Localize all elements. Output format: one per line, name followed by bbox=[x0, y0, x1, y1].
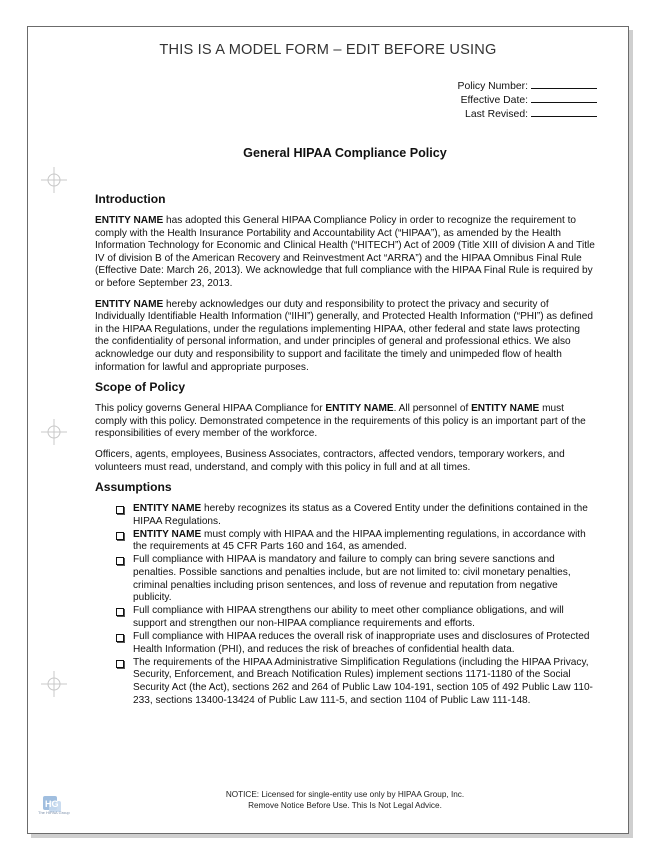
last-revised-label: Last Revised: bbox=[465, 109, 528, 120]
introduction-paragraph-2: ENTITY NAME hereby acknowledges our duty and responsibility to protect the privacy and security of Individually Identifiable Health Information (“IIHI”) generally, and Protected Health Information (“PHI”) as defined in the HIPAA Regulations, under the regulations implementing HIPAA, other federal and state laws protecting the confidentiality of personal information, and under principles of general and professional ethics. We also acknowledge our duty and responsibility to support and facilitate the timely and unimpeded flow of health information for lawful and appropriate purposes. bbox=[95, 298, 594, 373]
last-revised-field[interactable] bbox=[531, 107, 597, 117]
entity-name: ENTITY NAME bbox=[95, 298, 164, 310]
entity-name: ENTITY NAME bbox=[325, 403, 394, 415]
notice-line-2: Remove Notice Before Use. This Is Not Legal Advice. bbox=[248, 800, 442, 810]
policy-title: General HIPAA Compliance Policy bbox=[243, 146, 447, 160]
list-item: Full compliance with HIPAA is mandatory and failure to comply can bring severe sanctions and penalties. Possible sanctions and penalties include, but are not limited to: civil monetary penalties, criminal penalties including prison sentences, and loss of revenue and reputation from negative publicity. bbox=[95, 554, 595, 604]
registration-mark-icon bbox=[40, 166, 68, 194]
last-revised-row bbox=[458, 107, 597, 121]
effective-date-field[interactable] bbox=[531, 93, 597, 103]
scope-paragraph-2: Officers, agents, employees, Business Associates, contractors, affected vendors, temporary workers, and volunteers must read, understand, and comply with this policy in full and at all times. bbox=[95, 448, 565, 473]
introduction-heading: Introduction bbox=[95, 192, 166, 206]
list-item: Full compliance with HIPAA reduces the overall risk of inappropriate uses and disclosures of Protected Health Information (PHI), and reduces the risk of breaches of confidential health data. bbox=[95, 631, 595, 656]
policy-body bbox=[95, 191, 595, 708]
policy-meta bbox=[458, 79, 597, 121]
scope-paragraph-1: This policy governs General HIPAA Compliance for ENTITY NAME. All personnel of ENTITY NAME must comply with this policy. Demonstrated competence in the requirements of this policy is an important part of the responsibilities of every member of the workforce. bbox=[95, 403, 586, 440]
registration-mark-icon bbox=[40, 418, 68, 446]
scope-heading: Scope of Policy bbox=[95, 380, 186, 395]
effective-date-row bbox=[458, 93, 597, 107]
checkbox-bullet-icon bbox=[116, 557, 124, 565]
checkbox-bullet-icon bbox=[116, 506, 124, 514]
checkbox-bullet-icon bbox=[116, 634, 124, 642]
notice-line-1: NOTICE: Licensed for single-entity use only by HIPAA Group, Inc. bbox=[225, 790, 465, 799]
checkbox-bullet-icon bbox=[116, 660, 124, 668]
checkbox-bullet-icon bbox=[116, 608, 124, 616]
assumptions-list bbox=[95, 503, 595, 707]
page-frame bbox=[27, 26, 629, 834]
entity-name: ENTITY NAME bbox=[95, 215, 164, 226]
policy-number-field[interactable] bbox=[531, 79, 597, 89]
registration-mark-icon bbox=[40, 670, 68, 698]
list-item: ENTITY NAME hereby recognizes its status as a Covered Entity under the definitions contained in the HIPAA Regulations. bbox=[95, 503, 595, 528]
policy-number-row bbox=[458, 79, 597, 93]
model-form-banner: THIS IS A MODEL FORM – EDIT BEFORE USING bbox=[159, 42, 497, 58]
list-item: The requirements of the HIPAA Administrative Simplification Regulations (including the HIPAA Privacy, Security, Enforcement, and Breach Notification Rules) implement sections 1171-1180 of the Social Security Act (the Act), sections 262 and 264 of Public Law 104-191, section 105 of 492 Public Law 110-233, sections 13400-13424 of Public Law 111-5, and section 1104 of Public Law 111-148. bbox=[95, 657, 595, 707]
svg-text:HG: HG bbox=[45, 799, 59, 809]
logo-caption: The HIPAA Group bbox=[38, 810, 70, 815]
assumptions-heading: Assumptions bbox=[95, 480, 172, 495]
introduction-paragraph-1: ENTITY NAME has adopted this General HIPAA Compliance Policy in order to recognize the requirement to comply with the Health Insurance Portability and Accountability Act (“HIPAA”), as amended by the Health Information Technology for Economic and Clinical Health (“HITECH”) Act of 2009 (Title XIII of division A and Title IV of division B of the American Recovery and Reinvestment Act “ARRA”) and the HIPAA Omnibus Final Rule (Effective Date: March 26, 2013). We acknowledge that full compliance with the HIPAA Final Rule is required by or before September 23, 2013. bbox=[95, 215, 595, 289]
checkbox-bullet-icon bbox=[116, 532, 124, 540]
list-item: ENTITY NAME must comply with HIPAA and the HIPAA implementing regulations, in accordance with the requirements at 45 CFR Parts 160 and 164, as amended. bbox=[95, 529, 595, 554]
entity-name: ENTITY NAME bbox=[471, 403, 540, 415]
license-notice bbox=[28, 790, 662, 811]
policy-number-label: Policy Number: bbox=[457, 81, 528, 92]
list-item: Full compliance with HIPAA strengthens our ability to meet other compliance obligations, and will support and strengthen our non-HIPAA compliance requirements and efforts. bbox=[95, 605, 595, 630]
effective-date-label: Effective Date: bbox=[460, 95, 528, 106]
